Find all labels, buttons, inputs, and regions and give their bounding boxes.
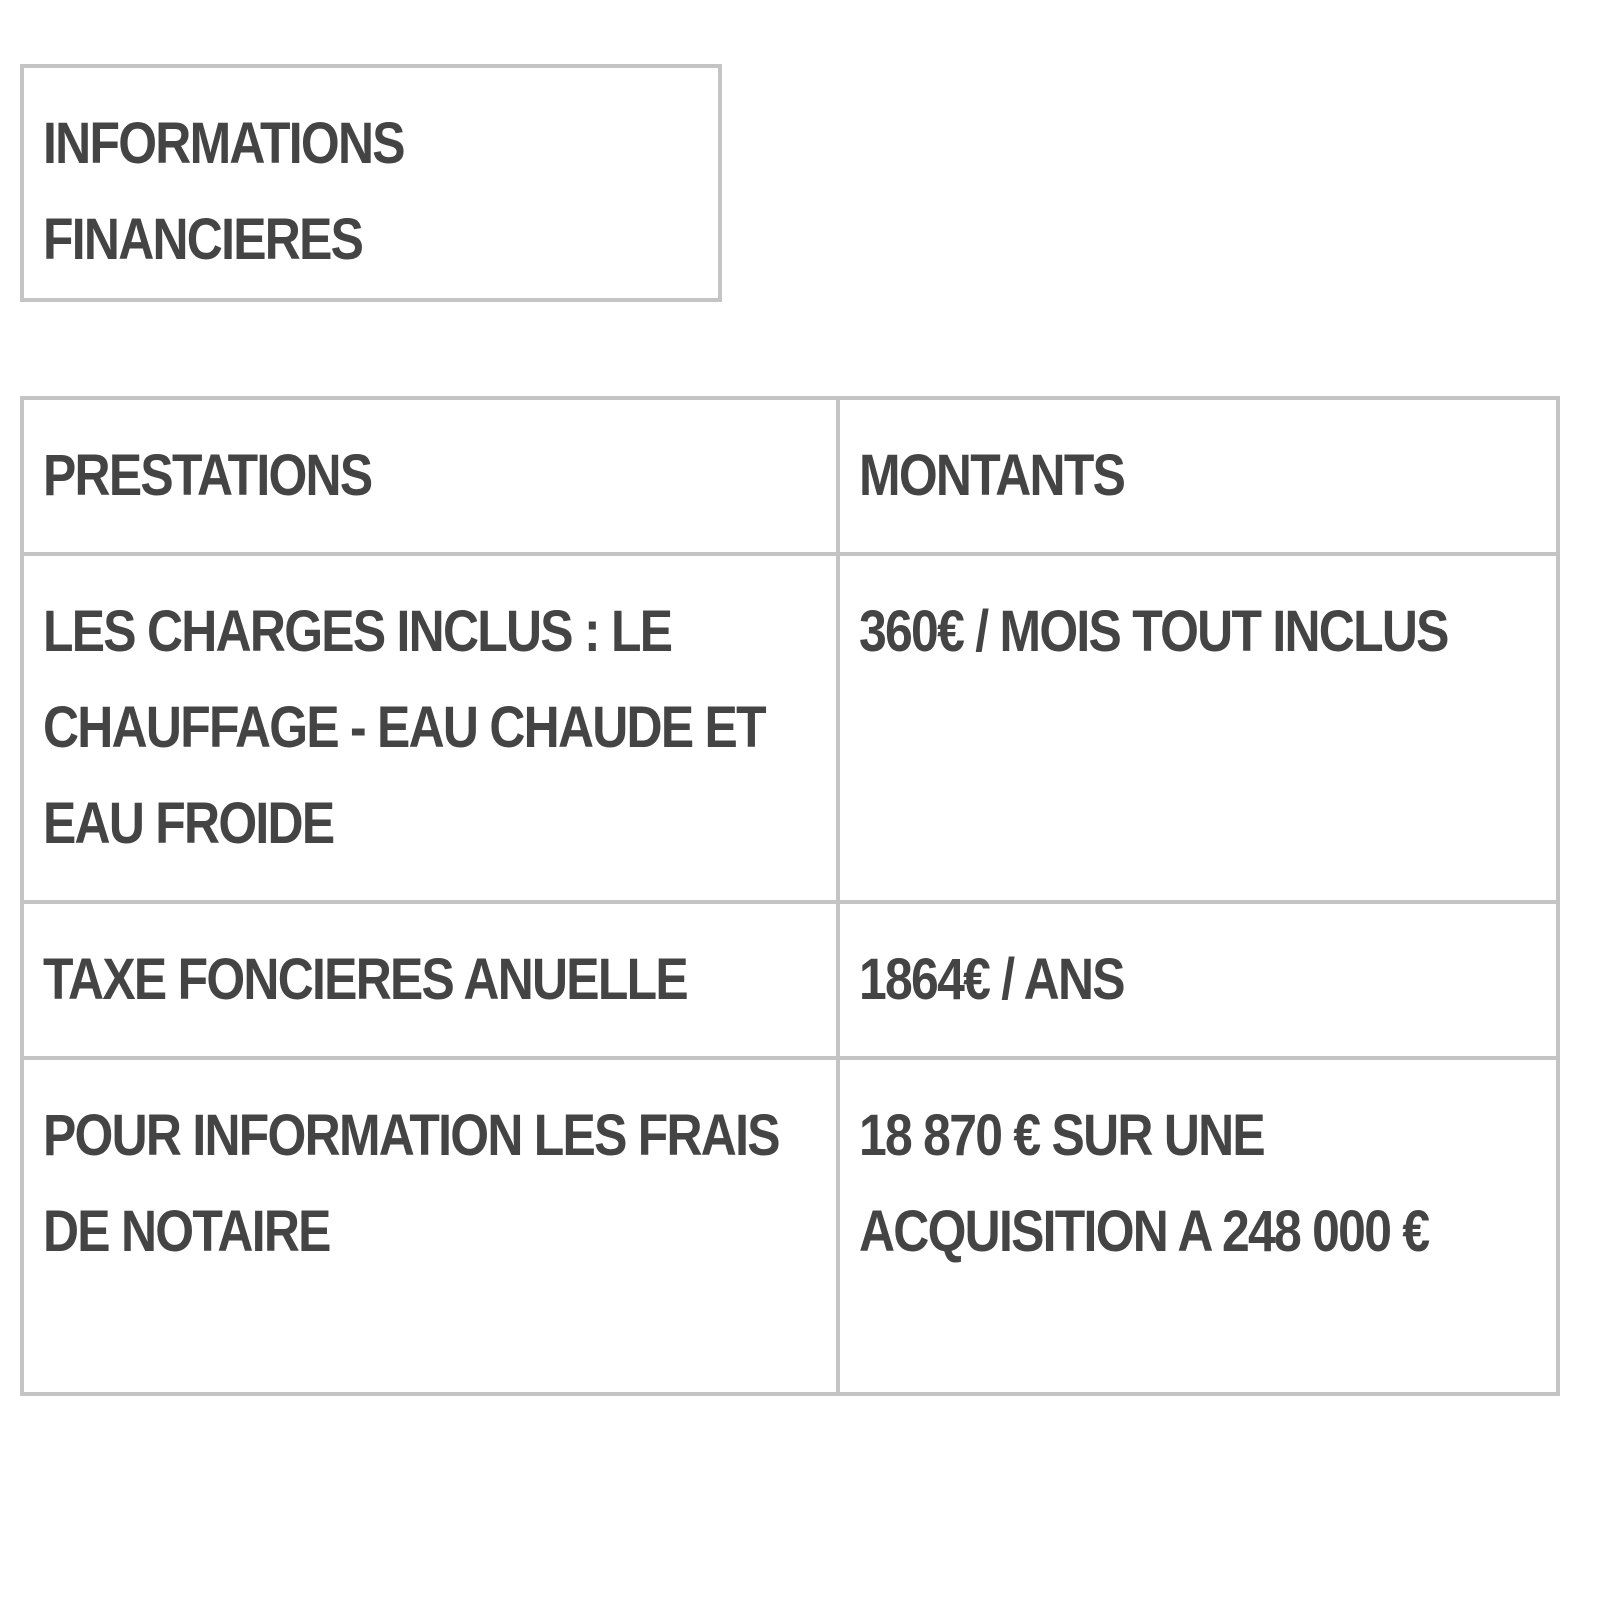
financial-info-table — [20, 396, 1560, 1396]
montant-cell — [838, 902, 1558, 1058]
montant-text: 1864€ / ANS — [859, 947, 1124, 1012]
table-header-row — [22, 398, 1558, 554]
prestation-cell — [22, 554, 838, 902]
montant-cell — [838, 1058, 1558, 1394]
header-label-montants: MONTANTS — [859, 443, 1125, 508]
header-cell-prestations — [22, 398, 838, 554]
table-row — [22, 554, 1558, 902]
table-row — [22, 902, 1558, 1058]
montant-cell — [838, 554, 1558, 902]
section-title-box — [20, 64, 722, 302]
montant-text: 18 870 € SUR UNE ACQUISITION A 248 000 € — [859, 1103, 1429, 1264]
prestation-text: POUR INFORMATION LES FRAIS DE NOTAIRE — [43, 1103, 779, 1264]
prestation-cell — [22, 902, 838, 1058]
prestation-text: LES CHARGES INCLUS : LE CHAUFFAGE - EAU CHAUDE ET EAU FROIDE — [43, 599, 765, 856]
header-label-prestations: PRESTATIONS — [43, 443, 372, 508]
header-cell-montants — [838, 398, 1558, 554]
prestation-cell — [22, 1058, 838, 1394]
table-row — [22, 1058, 1558, 1394]
prestation-text: TAXE FONCIERES ANUELLE — [43, 947, 687, 1012]
section-title-line-1: INFORMATIONS — [43, 111, 404, 176]
montant-text: 360€ / MOIS TOUT INCLUS — [859, 599, 1448, 664]
section-title-line-2: FINANCIERES — [43, 207, 363, 272]
